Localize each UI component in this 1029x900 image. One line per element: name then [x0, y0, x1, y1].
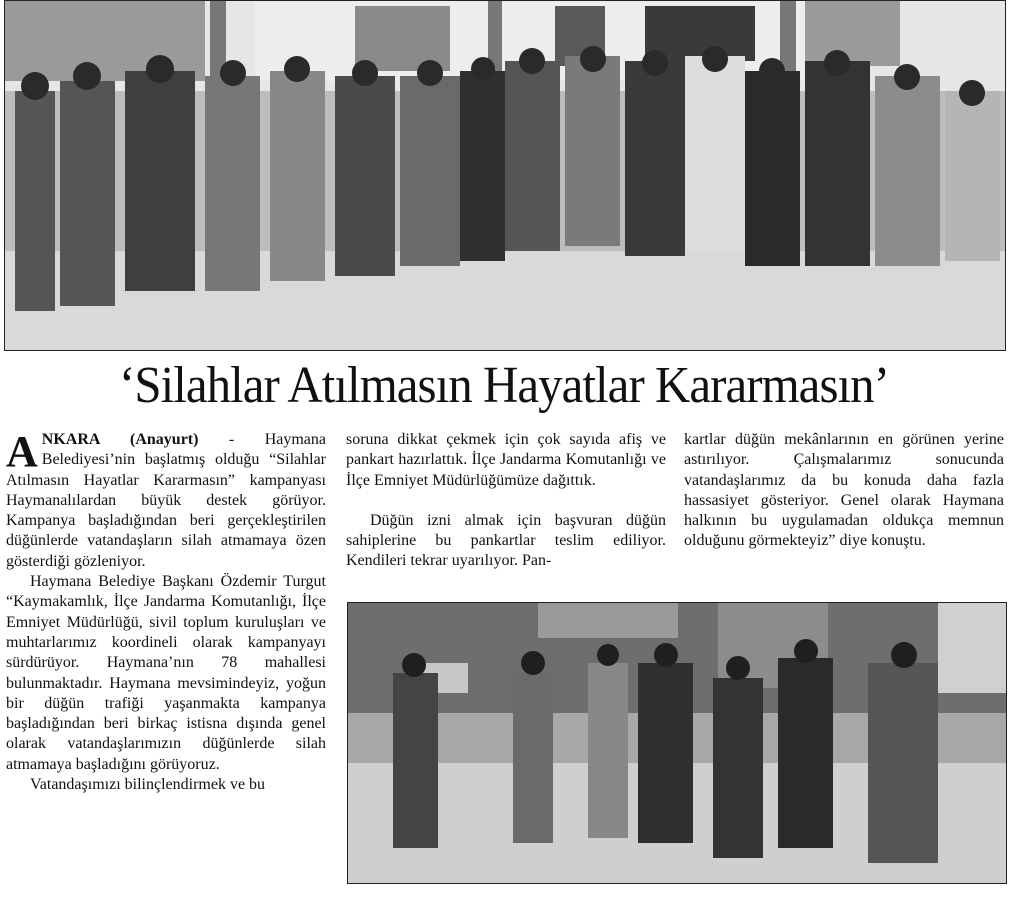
col2-paragraph-2: Düğün izni almak için başvuran düğün sahiplerine bu pankartlar teslim ediliyor. Kendileri tekrar uyarılıyor. Pan- [346, 511, 666, 570]
article-column-1 [6, 427, 326, 795]
col1-paragraph-3: Vatandaşımızı bilinçlendirmek ve bu [30, 776, 266, 794]
headline: ‘Silahlar Atılmasın Hayatlar Kararmasın’ [118, 357, 890, 414]
col1-paragraph-1: - Haymana Belediyesi’nin başlatmış olduğu “Silahlar Atılmasın Hayatlar Kararmasın” kampanyası Haymanalılardan büyük destek görüyor. Kampanya başladığından beri gerçekleştirilen düğünlerde vatandaşların silah atmamaya özen gösterdiği gözleniyor. [6, 431, 326, 570]
top-photo [4, 0, 1006, 351]
col1-paragraph-2: Haymana Belediye Başkanı Özdemir Turgut “Kaymakamlık, İlçe Jandarma Komutanlığı, İlçe Emniyet Müdürlüğü, sivil toplum kuruluşları ve muhtarlarımız koordineli olarak kampanyayı sürdürüyor. Haymana’nın 78 mahallesi bulunmaktadır. Haymana mevsimindeyiz, yoğun bir düğün trafiği yaşanmakta kampanya başladığından beri birkaç istisna dışında genel olarak vatandaşlarımızın düğünlerde silah atmamaya başladığını görüyoruz. [6, 573, 326, 773]
bottom-photo [347, 602, 1007, 884]
top-photo-image [5, 1, 1005, 350]
bottom-photo-image [348, 603, 1006, 883]
article-column-2 [346, 430, 666, 572]
drop-cap: A [6, 427, 38, 476]
col3-paragraph-1: kartlar düğün mekânlarının en görünen yerine astırılıyor. Çalışmalarımız sonucunda vatandaşlarımız da bu konuda daha fazla hassasiyet gösteriyor. Genel olarak Haymana halkının bu uygulamadan oldukça memnun olduğunu görmekteyiz” diye konuştu. [684, 431, 1004, 550]
col2-paragraph-1: soruna dikkat çekmek için çok sayıda afiş ve pankart hazırlattık. İlçe Jandarma Komutanlığı ve İlçe Emniyet Müdürlüğümüze dağıttık. [346, 431, 666, 489]
article-column-3 [684, 430, 1004, 552]
dateline: NKARA (Anayurt) [41, 431, 199, 448]
